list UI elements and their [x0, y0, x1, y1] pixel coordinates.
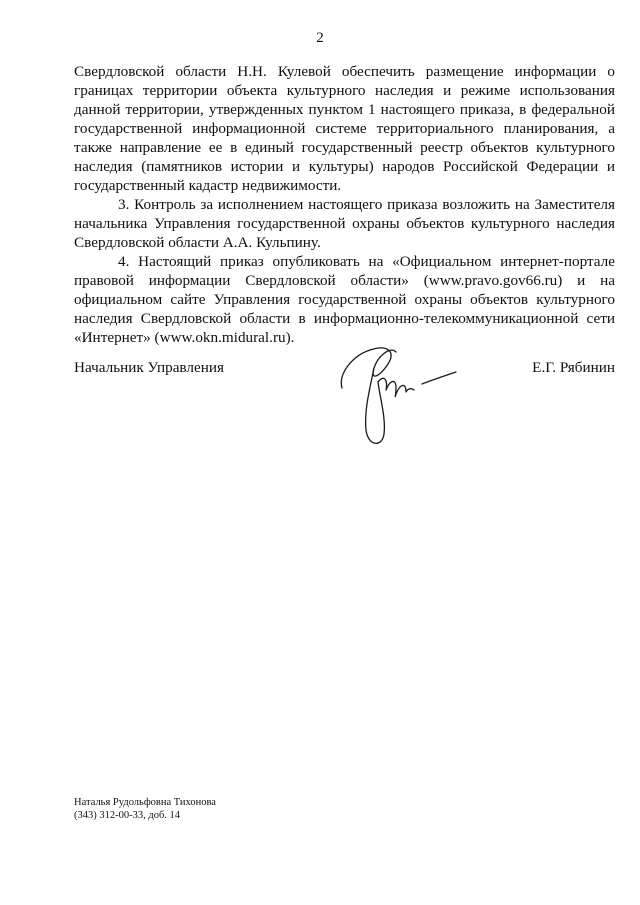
paragraph-continuation: Свердловской области Н.Н. Кулевой обеспечить размещение информации о границах территории объекта культурного наследия и режиме использования данной территории, утвержденных пунктом 1 настоящего приказа, в федеральной государственной информационной системе территориального планирования, а также направление ее в единый государственный реестр объектов культурного наследия (памятников истории и культуры) народов Российской Федерации и государственный кадастр недвижимости.	[74, 63, 615, 194]
contact-phone: (343) 312-00-33, доб. 14	[74, 810, 181, 821]
signatory-position: Начальник Управления	[74, 359, 224, 376]
contact-person: Наталья Рудольфовна Тихонова	[74, 797, 216, 808]
paragraph-publication: 4. Настоящий приказ опубликовать на «Официальном интернет-портале правовой информации Свердловской области» (www.pravo.gov66.ru) и на официальном сайте Управления государственной охраны объектов культурного наследия Свердловской области в информационно-телекоммуникационной сети «Интернет» (www.okn.midural.ru).	[74, 253, 615, 346]
signatory-name: Е.Г. Рябинин	[532, 359, 615, 376]
handwritten-signature	[330, 338, 465, 453]
contact-info	[74, 796, 216, 822]
page-number: 2	[316, 30, 324, 46]
document-body	[74, 62, 615, 347]
paragraph-control: 3. Контроль за исполнением настоящего приказа возложить на Заместителя начальника Управления государственной охраны объектов культурного наследия Свердловской области А.А. Кульпину.	[74, 196, 615, 251]
